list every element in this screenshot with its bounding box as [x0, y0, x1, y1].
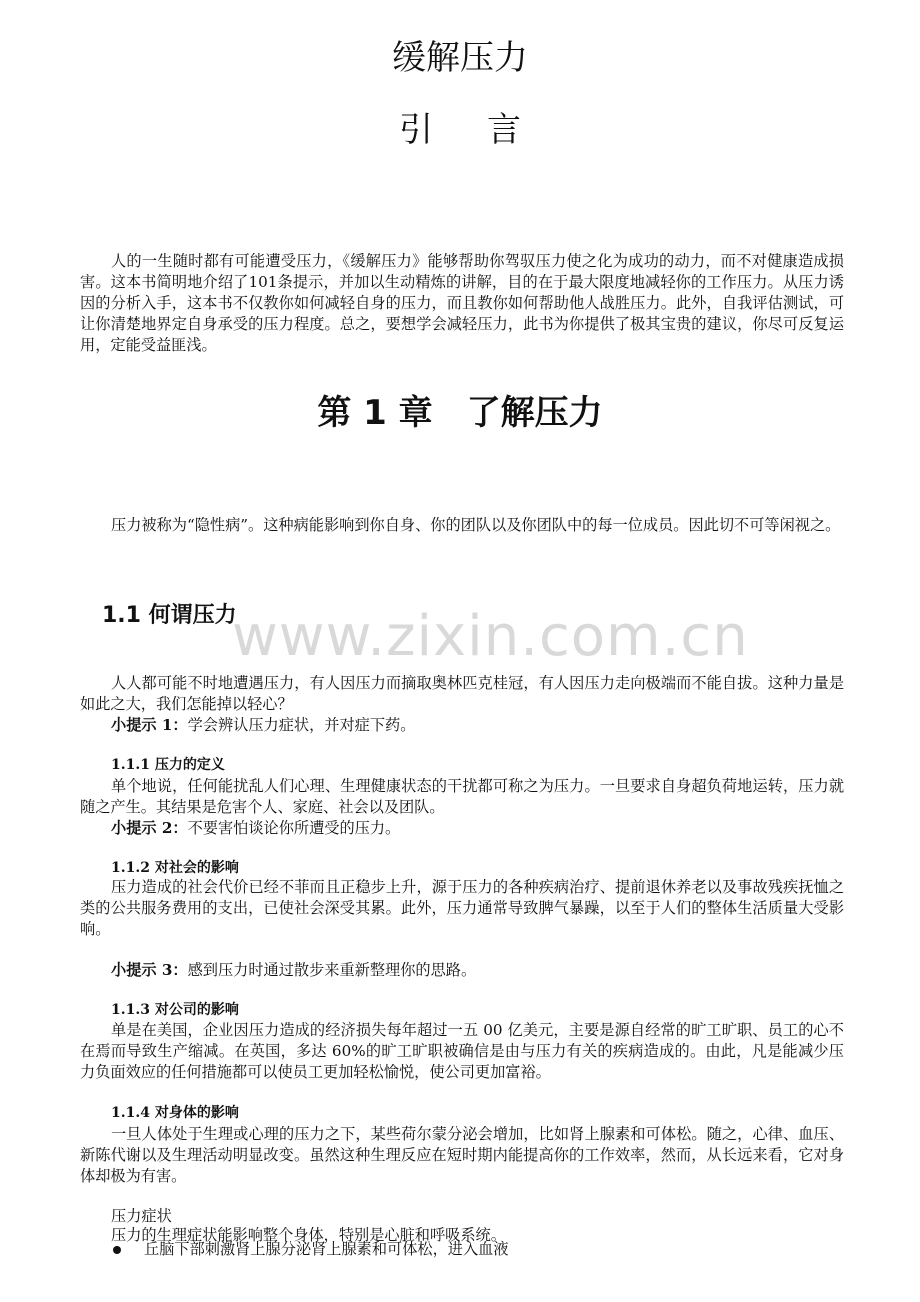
symptoms-line: 压力的生理症状能影响整个身体，特别是心脏和呼吸系统。: [111, 1226, 506, 1244]
bullet-dot-icon: [113, 1246, 121, 1254]
tip-1: [111, 715, 415, 736]
subsection-1-1-2-paragraph: 压力造成的社会代价已经不菲而且正稳步上升，源于压力的各种疾病治疗、提前退休养老以及事故残疾抚恤之类的公共服务费用的支出，已使社会深受其累。此外，压力通常导致脾气暴躁，以至于人们的整体生活质量大受影响。: [80, 878, 844, 938]
tip-1-label: 小提示 1：: [111, 716, 188, 734]
subsection-1-1-3-paragraph: 单是在美国，企业因压力造成的经济损失每年超过一五 00 亿美元，主要是源自经常的旷工旷职、员工的心不在焉而导致生产缩减。在英国，多达 60%的旷工旷职被确信是由与压力有关的疾病造成的。由此，凡是能减少压力负面效应的任何措施都可以使员工更加轻松愉悦，使公司更加富裕。: [80, 1021, 844, 1081]
section-paragraph: 人人都可能不时地遭遇压力，有人因压力而摘取奥林匹克桂冠，有人因压力走向极端而不能自拔。这种力量是如此之大，我们怎能掉以轻心？: [80, 674, 844, 713]
tip-2-text: 不要害怕谈论你所遭受的压力。: [187, 819, 401, 837]
document-title: 缓解压力: [392, 38, 528, 78]
tip-3-text: 感到压力时通过散步来重新整理你的思路。: [187, 961, 477, 979]
subsection-1-1-4-title: 1.1.4 对身体的影响: [111, 1105, 239, 1121]
subsection-1-1-2-title: 1.1.2 对社会的影响: [111, 860, 239, 876]
section-title: 1.1 何谓压力: [102, 603, 237, 628]
tip-3-label: 小提示 3：: [111, 961, 188, 979]
bullet-item-1: 丘脑下部刺激肾上腺分泌肾上腺素和可体松，进入血液: [144, 1240, 509, 1258]
tip-3: [111, 960, 476, 981]
subsection-1-1-1-paragraph: 单个地说，任何能扰乱人们心理、生理健康状态的干扰都可称之为压力。一旦要求自身超负荷地运转，压力就随之产生。其结果是危害个人、家庭、社会以及团队。: [80, 777, 844, 816]
tip-2: [111, 818, 400, 839]
watermark: www.zixin.com.cn: [232, 604, 749, 669]
intro-heading: 引言: [399, 110, 575, 150]
tip-2-label: 小提示 2：: [111, 819, 188, 837]
subsection-1-1-4-paragraph: 一旦人体处于生理或心理的压力之下，某些荷尔蒙分泌会增加，比如肾上腺素和可体松。随之，心律、血压、新陈代谢以及生理活动明显改变。虽然这种生理反应在短时期内能提高你的工作效率，然而，从长远来看，它对身体却极为有害。: [80, 1125, 844, 1185]
subsection-1-1-3-title: 1.1.3 对公司的影响: [111, 1002, 239, 1018]
intro-paragraph: 人的一生随时都有可能遭受压力，《缓解压力》能够帮助你驾驭压力使之化为成功的动力，而不对健康造成损害。这本书简明地介绍了101条提示，并加以生动精炼的讲解，目的在于最大限度地减轻你的工作压力。从压力诱因的分析入手，这本书不仅教你如何减轻自身的压力，而且教你如何帮助他人战胜压力。此外，自我评估测试，可让你清楚地界定自身承受的压力程度。总之，要想学会减轻压力，此书为你提供了极其宝贵的建议，你尽可反复运用，定能受益匪浅。: [80, 252, 844, 354]
symptoms-label: 压力症状: [111, 1207, 172, 1225]
chapter-paragraph: 压力被称为“隐性病”。这种病能影响到你自身、你的团队以及你团队中的每一位成员。因此切不可等闲视之。: [111, 516, 841, 534]
tip-1-text: 学会辨认压力症状，并对症下药。: [187, 716, 416, 734]
chapter-title: 第 1 章 了解压力: [317, 393, 603, 433]
subsection-1-1-1-title: 1.1.1 压力的定义: [111, 757, 225, 773]
